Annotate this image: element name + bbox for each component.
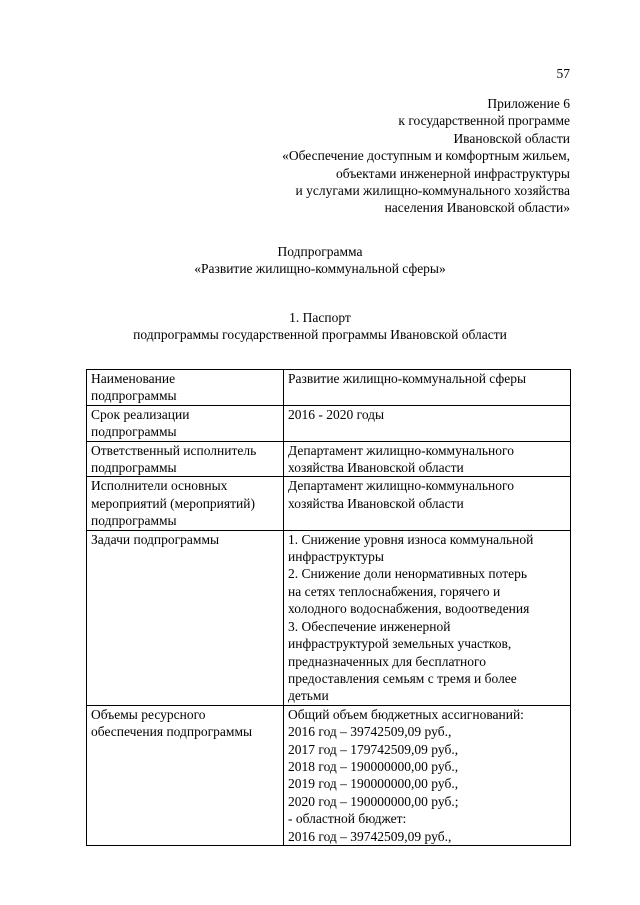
row-value-line: 2016 год – 39742509,09 руб.,	[288, 724, 452, 740]
appendix-line: «Обеспечение доступным и комфортным жильем,	[282, 148, 570, 164]
row-value-cell	[284, 477, 571, 530]
row-label-line: подпрограммы	[91, 388, 177, 404]
row-value-cell	[284, 705, 571, 845]
row-label-line: обеспечения подпрограммы	[91, 724, 253, 740]
appendix-line: к государственной программе	[398, 113, 570, 129]
row-label-cell	[87, 441, 284, 477]
appendix-line: и услугами жилищно-коммунального хозяйства	[295, 183, 570, 199]
table-row	[87, 705, 571, 845]
row-label-line: Наименование	[91, 371, 176, 386]
row-value-line: Развитие жилищно-коммунальной сферы	[288, 371, 527, 386]
table-row	[87, 441, 571, 477]
table-row	[87, 370, 571, 406]
row-value-line: 2020 год – 190000000,00 руб.;	[288, 793, 459, 809]
row-value-line: 2018 год – 190000000,00 руб.,	[288, 758, 459, 774]
passport-heading-line: подпрограммы государственной программы Ивановской области	[133, 327, 507, 343]
passport-heading-line: 1. Паспорт	[289, 310, 351, 325]
appendix-line: объектами инженерной инфраструктуры	[336, 165, 570, 181]
row-label-cell	[87, 370, 284, 406]
row-value-line: 2. Снижение доли ненормативных потерь	[288, 566, 528, 582]
row-value-line: хозяйства Ивановской области	[288, 495, 464, 511]
row-value-cell	[284, 405, 571, 441]
row-label-cell	[87, 530, 284, 705]
row-value-line: инфраструктурой земельных участков,	[288, 636, 512, 652]
row-value-line: Департамент жилищно-коммунального	[288, 442, 514, 458]
row-label-line: Задачи подпрограммы	[91, 531, 220, 547]
appendix-line: Ивановской области	[453, 130, 570, 146]
subprogram-title-line: «Развитие жилищно-коммунальной сферы»	[194, 261, 446, 277]
row-value-line: холодного водоснабжения, водоотведения	[288, 601, 530, 617]
row-label-line: мероприятий (мероприятий)	[91, 495, 255, 511]
row-value-line: Общий объем бюджетных ассигнований:	[288, 706, 524, 722]
row-value-line: 3. Обеспечение инженерной	[288, 618, 451, 634]
row-value-line: хозяйства Ивановской области	[288, 460, 464, 476]
subprogram-title-line: Подпрограмма	[277, 244, 363, 259]
row-value-line: 2016 год – 39742509,09 руб.,	[288, 828, 452, 844]
row-label-line: Объемы ресурсного	[91, 706, 206, 722]
row-value-cell	[284, 530, 571, 705]
row-label-cell	[87, 477, 284, 530]
row-value-cell	[284, 441, 571, 477]
row-value-line: предоставления семьям с тремя и более	[288, 670, 517, 686]
row-label-line: подпрограммы	[91, 513, 177, 529]
row-value-line: на сетях теплоснабжения, горячего и	[288, 583, 501, 599]
row-label-cell	[87, 705, 284, 845]
row-value-line: 2017 год – 179742509,09 руб.,	[288, 741, 459, 757]
table-row	[87, 405, 571, 441]
page-number: 57	[556, 66, 570, 81]
row-label-line: подпрограммы	[91, 424, 177, 440]
table-row	[87, 530, 571, 705]
row-label-line: подпрограммы	[91, 460, 177, 476]
row-value-line: 1. Снижение уровня износа коммунальной	[288, 531, 534, 547]
row-value-line: предназначенных для бесплатного	[288, 653, 486, 669]
row-label-line: Срок реализации	[91, 406, 190, 422]
appendix-block	[110, 95, 570, 217]
passport-table	[86, 369, 571, 846]
row-value-line: детьми	[288, 688, 329, 704]
row-value-line: - областной бюджет:	[288, 811, 407, 827]
row-label-cell	[87, 405, 284, 441]
row-label-line: Ответственный исполнитель	[91, 442, 257, 458]
table-row	[87, 477, 571, 530]
row-value-line: инфраструктуры	[288, 549, 384, 565]
row-value-line: 2016 - 2020 годы	[288, 406, 385, 422]
row-value-cell	[284, 370, 571, 406]
row-value-line: Департамент жилищно-коммунального	[288, 478, 514, 494]
appendix-line: населения Ивановской области»	[384, 200, 570, 216]
row-label-line: Исполнители основных	[91, 478, 228, 494]
passport-heading	[0, 309, 640, 344]
appendix-line: Приложение 6	[487, 96, 570, 111]
subprogram-heading	[0, 243, 640, 278]
row-value-line: 2019 год – 190000000,00 руб.,	[288, 776, 459, 792]
